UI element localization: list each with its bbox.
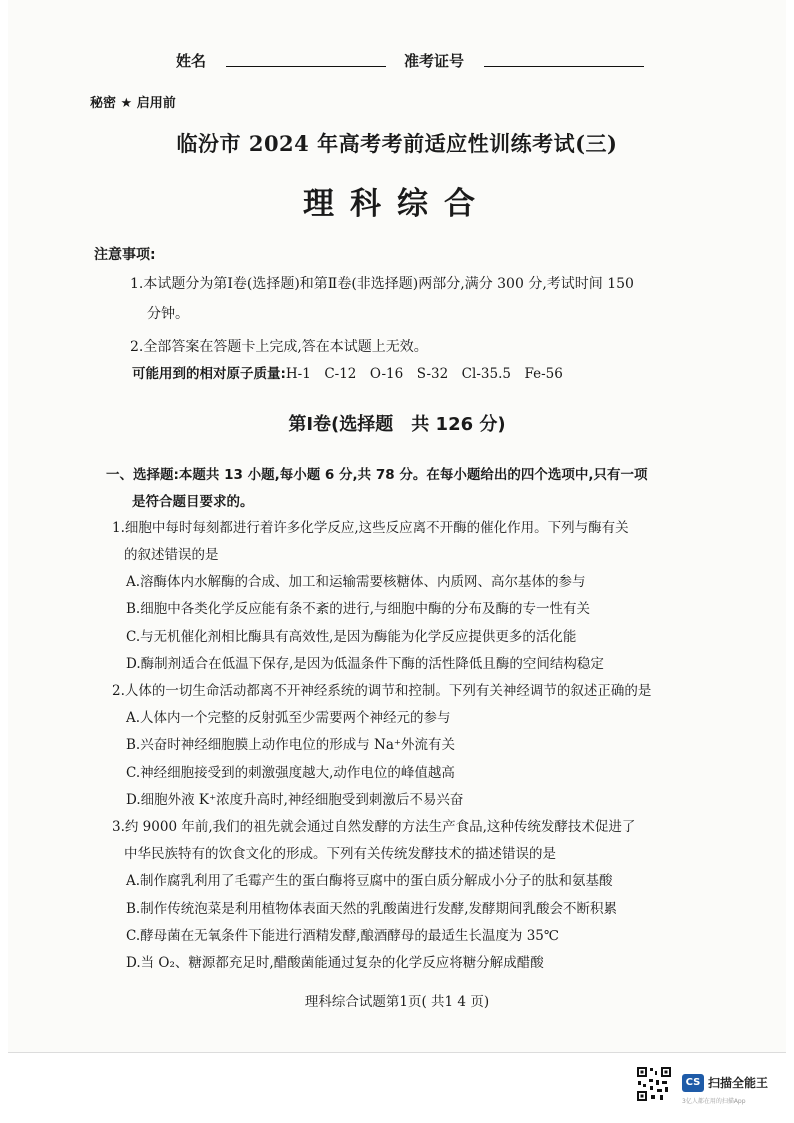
atomic-mass-values: H-1 C-12 O-16 S-32 Cl-35.5 Fe-56: [285, 366, 563, 382]
question-3: [112, 814, 712, 977]
note-line: 2.全部答案在答题卡上完成,答在本试题上无效。: [130, 339, 428, 355]
name-blank-line: [226, 52, 386, 67]
question-stem: [112, 678, 712, 705]
stem-line: 的叙述错误的是: [124, 547, 219, 563]
notes-heading: 注意事项:: [94, 247, 156, 263]
question-1: [112, 515, 712, 678]
atomic-mass-label: 可能用到的相对原子质量:: [132, 366, 286, 382]
section-title: 第Ⅰ卷(选择题 共 126 分): [288, 414, 506, 435]
stem-line: 1.细胞中每时每刻都进行着许多化学反应,这些反应离不开酶的催化作用。下列与酶有关: [112, 520, 629, 536]
scanner-tagline: 3亿人都在用的扫描App: [682, 1098, 746, 1105]
question-stem: [112, 814, 712, 868]
exam-id-blank-line: [484, 52, 644, 67]
stem-line: 中华民族特有的饮食文化的形成。下列有关传统发酵技术的描述错误的是: [124, 846, 556, 863]
exam-title: 临汾市 2024 年高考考前适应性训练考试(三): [176, 131, 618, 156]
option-d: D.细胞外液 K⁺浓度升高时,神经细胞受到刺激后不易兴奋: [126, 792, 464, 809]
page-footer: 理科综合试题第1页( 共1 4 页): [304, 994, 490, 1010]
option-d: D.当 O₂、糖源都充足时,醋酸菌能通过复杂的化学反应将糖分解成醋酸: [126, 955, 544, 972]
subject-title: 理科综合: [303, 186, 491, 222]
note-line: 分钟。: [147, 306, 189, 322]
name-label: 姓名: [176, 52, 207, 70]
note-item: [130, 269, 730, 329]
part-intro: [106, 462, 716, 516]
option-c: C.酵母菌在无氧条件下能进行酒精发酵,酿酒酵母的最适生长温度为 35℃: [126, 927, 560, 944]
question-2: [112, 678, 712, 814]
question-stem: [112, 515, 712, 569]
option-b: B.兴奋时神经细胞膜上动作电位的形成与 Na⁺外流有关: [126, 737, 455, 754]
option-a: A.人体内一个完整的反射弧至少需要两个神经元的参与: [126, 710, 451, 727]
exam-page: [8, 0, 786, 1053]
note-item: [130, 332, 730, 362]
option-b: B.制作传统泡菜是利用植物体表面天然的乳酸菌进行发酵,发酵期间乳酸会不断积累: [126, 900, 618, 917]
note-line: 1.本试题分为第Ⅰ卷(选择题)和第Ⅱ卷(非选择题)两部分,满分 300 分,考试时间 150: [130, 276, 634, 292]
option-c: C.神经细胞接受到的刺激强度越大,动作电位的峰值越高: [126, 764, 455, 781]
part-intro-line: 是符合题目要求的。: [132, 494, 254, 510]
question-list: [112, 515, 712, 978]
option-b: B.细胞中各类化学反应能有条不紊的进行,与细胞中酶的分布及酶的专一性有关: [126, 601, 591, 618]
option-a: A.溶酶体内水解酶的合成、加工和运输需要核糖体、内质网、高尔基体的参与: [126, 574, 586, 590]
stem-line: 2.人体的一切生命活动都离不开神经系统的调节和控制。下列有关神经调节的叙述正确的是: [112, 683, 652, 700]
scanner-brand: 扫描全能王: [708, 1076, 769, 1090]
exam-id-label: 准考证号: [404, 52, 465, 70]
scanner-watermark: [636, 1066, 786, 1110]
part-intro-line: 一、选择题:本题共 13 小题,每小题 6 分,共 78 分。在每小题给出的四个选项中,只有一项: [106, 467, 648, 483]
option-c: C.与无机催化剂相比酶具有高效性,是因为酶能为化学反应提供更多的活化能: [126, 628, 577, 645]
stem-line: 3.约 9000 年前,我们的祖先就会通过自然发酵的方法生产食品,这种传统发酵技术促进了: [112, 819, 636, 836]
option-d: D.酶制剂适合在低温下保存,是因为低温条件下酶的活性降低且酶的空间结构稳定: [126, 655, 604, 672]
qr-code-icon: [636, 1066, 672, 1102]
camscanner-logo: CS: [682, 1074, 704, 1092]
secret-mark: 秘密 ★ 启用前: [90, 96, 176, 111]
atomic-mass-line: [132, 362, 563, 382]
option-a: A.制作腐乳利用了毛霉产生的蛋白酶将豆腐中的蛋白质分解成小分子的肽和氨基酸: [126, 873, 613, 890]
